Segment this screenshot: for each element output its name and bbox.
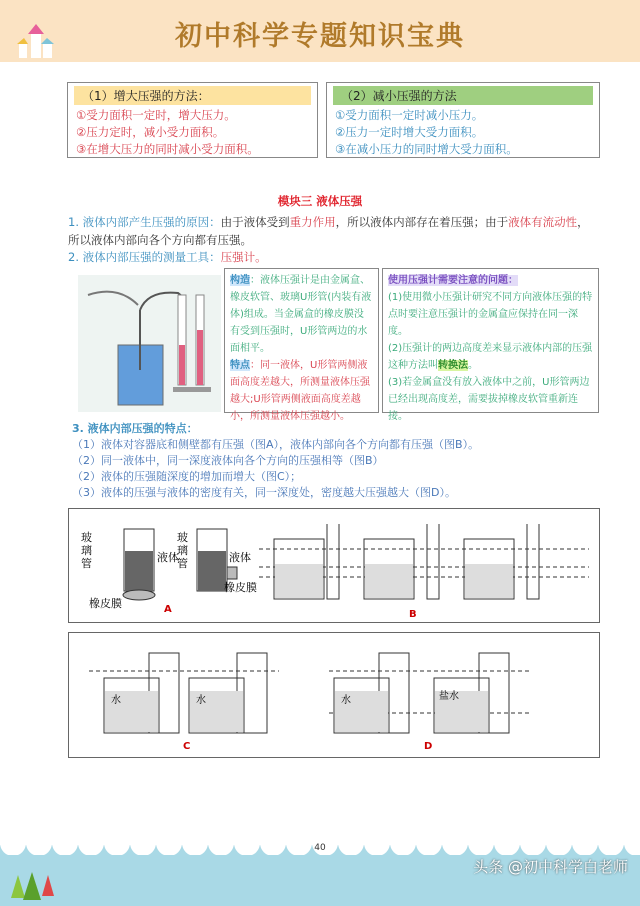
note-highlight: 转换法 <box>438 360 468 371</box>
p3-label: 3. 液体内部压强的特点： <box>72 422 198 435</box>
box-title: （2）减小压强的方法 <box>333 86 593 105</box>
list-item: ①受力面积一定时减小压力。 <box>335 108 484 122</box>
p1-label: 1. 液体内部产生压强的原因： <box>68 215 221 229</box>
note-item: (2)压强计的两边高度差来显示液体内部的压强这种方法叫 <box>388 343 593 371</box>
figure-cd-diagram <box>69 633 599 757</box>
note-item: (1)使用微小压强计研究不同方向液体压强的特点时要注意压强计的金属盒应保持在同一深度。 <box>388 292 593 337</box>
structure-text: ：液体压强计是由金属盒、橡皮软管、玻璃U形管(内装有液体)组成。当金属盒的橡皮膜没有受到压强时，U形管两边的水面相平。 <box>230 275 372 354</box>
feature-text: ：同一液体，U形管两侧液面高度差越大，所测量液体压强越大;U形管两侧液面高度差越小，所测量液体压强越小。 <box>230 360 370 422</box>
list-item: ②压力定时，减小受力面积。 <box>76 125 225 139</box>
pressure-gauge-illustration <box>78 275 221 412</box>
figure-cd <box>68 632 600 758</box>
page-footer <box>0 845 640 906</box>
label-glass-tube: 玻璃管 <box>177 531 188 570</box>
p1-text: ，所以液体内部存在着压强；由于 <box>335 215 509 229</box>
page-header <box>0 0 640 62</box>
list-item: （1）液体对容器底和侧壁都有压强（图A），液体内部向各个方向都有压强（图B）。 <box>72 438 480 451</box>
watermark: 头条 @初中科学白老师 <box>473 858 628 876</box>
paragraph-1 <box>68 214 608 249</box>
label-liquid: 液体 <box>229 551 251 564</box>
paragraph-3 <box>72 421 479 501</box>
list-item: ②压力一定时增大受力面积。 <box>335 125 484 139</box>
p2-label: 2. 液体内部压强的测量工具： <box>68 250 221 264</box>
label-glass-tube: 玻璃管 <box>81 531 92 570</box>
increase-pressure-box <box>67 82 318 158</box>
label-water: 水 <box>341 695 351 706</box>
list-item: （2）液体的压强随深度的增加而增大（图C）； <box>72 470 302 483</box>
p2-value: 压强计。 <box>220 250 267 264</box>
paragraph-2 <box>68 249 267 267</box>
list-item: （3）液体的压强与液体的密度有关，同一深度处，密度越大压强越大（图D）。 <box>72 486 456 499</box>
figure-label-a: A <box>164 604 172 615</box>
figure-label-c: C <box>183 741 191 752</box>
label-water: 水 <box>111 695 121 706</box>
list-item: ①受力面积一定时，增大压力。 <box>76 108 236 122</box>
label-rubber-film: 橡皮膜 <box>224 581 257 594</box>
label-rubber-film: 橡皮膜 <box>89 597 122 610</box>
trees-icon <box>10 870 55 905</box>
notes-box <box>382 268 599 422</box>
label-water: 水 <box>196 695 206 706</box>
page-number: 40 <box>314 843 326 853</box>
structure-label: 构造 <box>230 275 250 286</box>
p1-text: 由于液体受到 <box>220 215 290 229</box>
list-item: ③在增大压力的同时减小受力面积。 <box>76 142 259 156</box>
list-item: ③在减小压力的同时增大受力面积。 <box>335 142 518 156</box>
p1-text: ， <box>577 215 589 229</box>
note-item: 。 <box>468 360 478 371</box>
decrease-pressure-box <box>326 82 600 158</box>
note-item: (3)若金属盒没有放入液体中之前，U形管两边已经出现高度差，需要拔掉橡皮软管重新连接。 <box>388 377 590 422</box>
figure-label-d: D <box>424 741 433 752</box>
figure-ab <box>68 508 600 623</box>
list-item: （2）同一液体中，同一深度液体向各个方向的压强相等（图B） <box>72 454 384 467</box>
p1-highlight: 液体有流动性 <box>508 215 578 229</box>
feature-label: 特点 <box>230 360 250 371</box>
figure-ab-diagram <box>69 509 599 622</box>
structure-box <box>224 268 379 422</box>
label-salt-water: 盐水 <box>439 691 459 702</box>
p1-text: 所以液体内部向各个方向都有压强。 <box>68 232 252 247</box>
figure-label-b: B <box>409 609 417 620</box>
module-title: 模块三 液体压强 <box>277 194 363 208</box>
box-title: （1）增大压强的方法： <box>74 86 311 105</box>
page-title: 初中科学专题知识宝典 <box>175 21 465 52</box>
label-liquid: 液体 <box>157 551 179 564</box>
p1-highlight: 重力作用 <box>289 215 336 229</box>
notes-title: 使用压强计需要注意的问题： <box>388 275 518 286</box>
